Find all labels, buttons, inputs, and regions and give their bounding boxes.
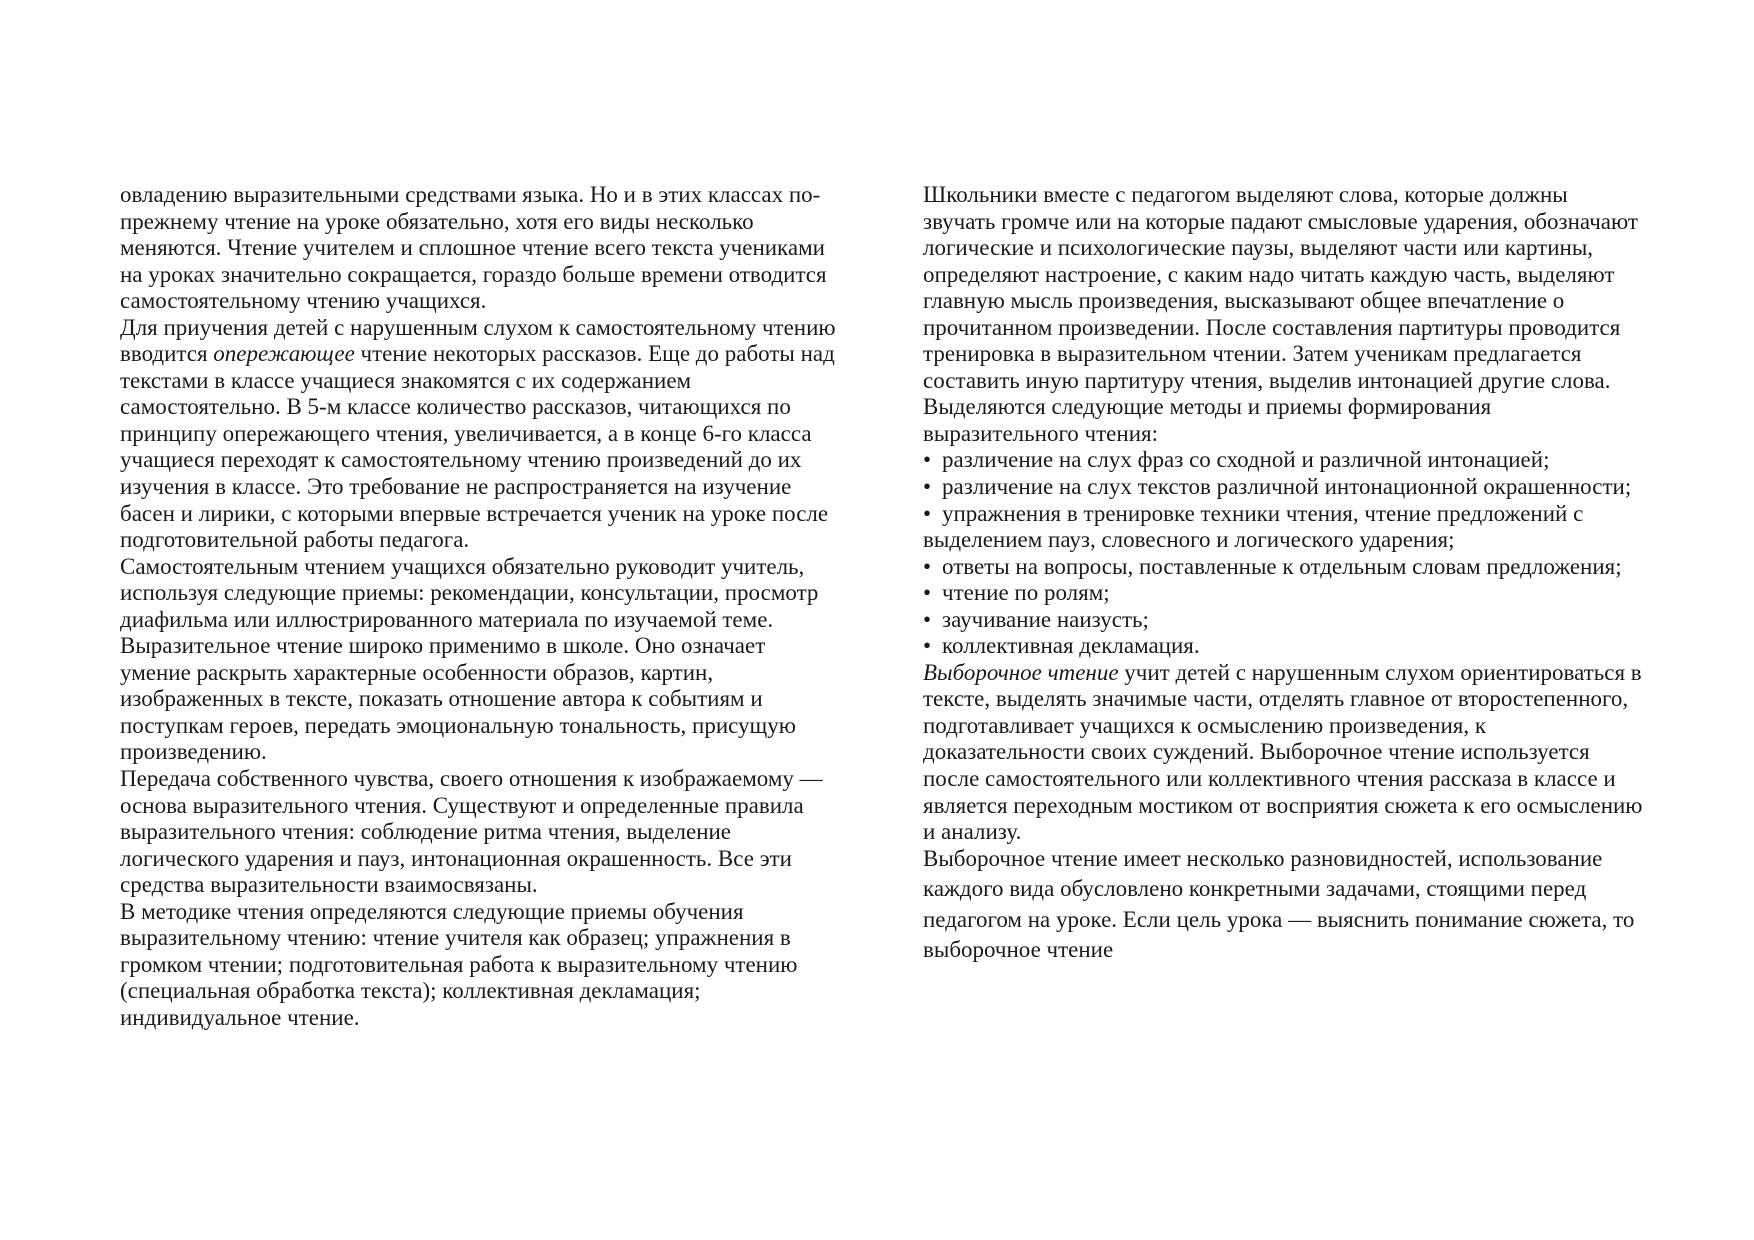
list-bullet: • [923,553,932,579]
text-line: каждого вида обусловлено конкретными задачами, стоящими перед [923,876,1587,902]
text-run: учит детей с нарушенным слухом ориентироваться в [1118,659,1642,685]
text-line: и анализу. [923,819,1022,845]
text-line [120,341,836,368]
text-line: выделением пауз, словесного и логического ударения; [923,527,1455,553]
text-line: произведению. [120,739,267,765]
text-line: диафильма или иллюстрированного материала по изучаемой теме. [120,606,774,632]
text-line: Для приучения детей с нарушенным слухом к самостоятельному чтению [120,314,836,340]
text-line: самостоятельному чтению учащихся. [120,288,487,314]
text-line: доказательности своих суждений. Выборочное чтение используется [923,739,1590,765]
text-line: выразительного чтения: соблюдение ритма чтения, выделение [120,819,732,845]
text-line: Передача собственного чувства, своего отношения к изображаемому — [120,766,823,792]
bullet-text: упражнения в тренировке техники чтения, чтение предложений с [942,500,1584,526]
bullet-text: заучивание наизусть; [942,606,1149,632]
text-line: после самостоятельного или коллективного чтения рассказа в классе и [923,766,1616,792]
text-line: педагогом на уроке. Если цель урока — выяснить понимание сюжета, то [923,906,1635,932]
bullet-item [923,554,1643,581]
bullet-text: чтение по ролям; [942,580,1110,606]
text-run: чтение некоторых рассказов. Еще до работы над [354,341,835,367]
text-line: звучать громче или на которые падают смысловые ударения, обозначают [923,208,1638,234]
text-line: выборочное чтение [923,937,1114,963]
text-line: Самостоятельным чтением учащихся обязательно руководит учитель, [120,553,805,579]
text-line: Выборочное чтение имеет несколько разновидностей, использование [923,845,1603,871]
text-line: басен и лирики, с которыми впервые встречается ученик на уроке после [120,500,829,526]
text-line: на уроках значительно сокращается, гораздо больше времени отводится [120,261,827,287]
text-line: прочитанном произведении. После составления партитуры проводится [923,314,1621,340]
text-line: громком чтении; подготовительная работа к выразительному чтению [120,951,798,977]
text-line: подготавливает учащихся к осмыслению произведения, к [923,712,1487,738]
text-line: определяют настроение, с каким надо читать каждую часть, выделяют [923,261,1615,287]
text-line: самостоятельно. В 5-м классе количество рассказов, читающихся по [120,394,791,420]
text-line: учащиеся переходят к самостоятельному чтению произведений до их [120,447,802,473]
bullet-item [923,607,1643,634]
text-line: Выделяются следующие методы и приемы формирования [923,394,1492,420]
left-column [120,182,836,1032]
text-line: изучения в классе. Это требование не распространяется на изучение [120,474,792,500]
text-line: прежнему чтение на уроке обязательно, хотя его виды несколько [120,208,754,234]
text-line: подготовительной работы педагога. [120,527,470,553]
text-line: тренировка в выразительном чтении. Затем ученикам предлагается [923,341,1582,367]
text-line: является переходным мостиком от восприятия сюжета к его осмыслению [923,792,1643,818]
text-line: изображенных в тексте, показать отношение автора к событиям и [120,686,763,712]
list-bullet: • [923,500,932,526]
list-bullet: • [923,580,932,606]
text-line [923,660,1643,687]
text-line: выразительному чтению: чтение учителя как образец; упражнения в [120,925,791,951]
text-line: индивидуальное чтение. [120,1004,360,1030]
text-line: Выразительное чтение широко применимо в школе. Оно означает [120,633,766,659]
italic-term: Выборочное чтение [923,659,1119,685]
bullet-item [923,501,1643,528]
text-line: логические и психологические паузы, выделяют части или картины, [923,235,1594,261]
italic-term: опережающее [213,341,355,367]
bullet-text: различение на слух текстов различной интонационной окрашенности; [942,474,1632,500]
right-column [923,182,1643,966]
text-line: В методике чтения определяются следующие приемы обучения [120,898,744,924]
text-line: меняются. Чтение учителем и сплошное чтение всего текста учениками [120,235,825,261]
text-line: главную мысль произведения, высказывают общее впечатление о [923,288,1565,314]
closing-lines [923,874,1643,966]
text-line: принципу опережающего чтения, увеличивается, а в конце 6-го класса [120,420,812,446]
bullet-text: различение на слух фраз со сходной и различной интонацией; [942,447,1550,473]
text-line: логического ударения и пауз, интонационная окрашенность. Все эти [120,845,792,871]
text-line: текстами в классе учащиеся знакомятся с их содержанием [120,367,692,393]
text-line: используя следующие приемы: рекомендации, консультации, просмотр [120,580,819,606]
text-line: умение раскрыть характерные особенности образов, картин, [120,659,714,685]
text-line: выразительного чтения: [923,420,1158,446]
bullet-item [923,447,1643,474]
text-line: поступкам героев, передать эмоциональную тональность, присущую [120,712,796,738]
bullet-item [923,580,1643,607]
list-bullet: • [923,447,932,473]
list-bullet: • [923,633,932,659]
list-bullet: • [923,474,932,500]
list-bullet: • [923,606,932,632]
text-line: основа выразительного чтения. Существуют и определенные правила [120,792,804,818]
text-run: вводится [120,341,214,367]
bullet-item [923,474,1643,501]
text-line: средства выразительности взаимосвязаны. [120,872,538,898]
text-line: овладению выразительными средствами языка. Но и в этих классах по- [120,182,821,207]
bullet-item [923,633,1643,660]
text-line: (специальная обработка текста); коллективная декламация; [120,978,701,1004]
text-line: Школьники вместе с педагогом выделяют слова, которые должны [923,182,1568,207]
bullet-text: ответы на вопросы, поставленные к отдельным словам предложения; [942,553,1622,579]
text-line: тексте, выделять значимые части, отделять главное от второстепенного, [923,686,1629,712]
text-line: составить иную партитуру чтения, выделив интонацией другие слова. [923,367,1611,393]
bullet-text: коллективная декламация. [942,633,1200,659]
